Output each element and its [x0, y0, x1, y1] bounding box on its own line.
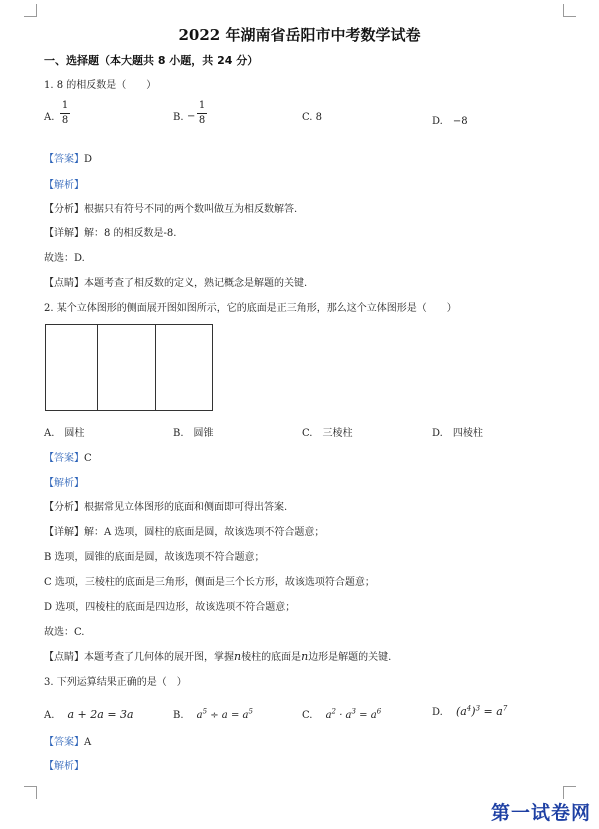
- watermark-logo: 第一试卷网: [490, 802, 591, 824]
- q3-option-d: D. $(a^4)^3 = a^7$: [432, 704, 508, 718]
- q1-option-c: C. 8: [302, 112, 323, 123]
- crop-mark-top-right: [563, 4, 576, 17]
- q3-option-d-expr: $(a^4)^3 = a^7$: [455, 704, 508, 718]
- q1-stem: 1. 8 的相反数是（ ）: [44, 80, 157, 91]
- q2-answer: 【答案】C: [44, 453, 92, 464]
- q3-option-a: A. a + 2a = 3a: [44, 708, 134, 721]
- crop-mark-bottom-left: [24, 786, 37, 799]
- q2-line-b: B 选项，圆锥的底面是圆，故该选项不符合题意；: [44, 552, 265, 563]
- q1-option-a-fraction: 1 8: [61, 100, 69, 126]
- q1-conclusion: 故选：D.: [44, 253, 85, 264]
- q1-xiangjie: 【详解】解：8 的相反数是-8.: [44, 228, 177, 239]
- q2-option-a: A. 圆柱: [44, 428, 85, 439]
- q1-dianjing: 【点睛】本题考查了相反数的定义，熟记概念是解题的关键.: [44, 278, 308, 289]
- q2-conclusion: 故选：C.: [44, 627, 85, 638]
- q2-net-divider-1: [97, 325, 98, 410]
- q3-stem: 3. 下列运算结果正确的是（ ）: [44, 677, 187, 688]
- q2-dianjing: 【点睛】本题考查了几何体的展开图，掌握n棱柱的底面是n边形是解题的关键.: [44, 650, 392, 663]
- q2-option-b: B. 圆锥: [173, 428, 214, 439]
- q3-option-b-expr: $a^5 \div a = a^5$: [196, 707, 253, 721]
- q1-option-d: D. −8: [432, 116, 468, 127]
- section-heading: 一、选择题（本大题共 8 小题，共 24 分）: [44, 54, 259, 67]
- q2-stem: 2. 某个立体图形的侧面展开图如图所示，它的底面是正三角形，那么这个立体图形是（ ）: [44, 303, 457, 314]
- q3-answer: 【答案】A: [44, 737, 92, 748]
- q2-line-c: C 选项，三棱柱的底面是三角形，侧面是三个长方形，故该选项符合题意；: [44, 577, 375, 588]
- q2-fenxi: 【分析】根据常见立体图形的底面和侧面即可得出答案.: [44, 502, 288, 513]
- page-title: 2022 年湖南省岳阳市中考数学试卷: [178, 26, 421, 44]
- q2-line-d: D 选项，四棱柱的底面是四边形，故该选项不符合题意；: [44, 602, 296, 613]
- q2-net-divider-2: [155, 325, 156, 410]
- q3-option-c: C. $a^2 \cdot a^3 = a^6$: [302, 707, 382, 721]
- q2-option-d: D. 四棱柱: [432, 428, 483, 439]
- q3-option-c-expr: $a^2 \cdot a^3 = a^6$: [325, 707, 382, 721]
- q2-option-c: C. 三棱柱: [302, 428, 353, 439]
- q1-answer: 【答案】D: [44, 154, 93, 165]
- q2-net-figure: [45, 324, 213, 411]
- q3-option-b: B. $a^5 \div a = a^5$: [173, 707, 253, 721]
- q1-fenxi: 【分析】根据只有符号不同的两个数叫做互为相反数解答.: [44, 204, 298, 215]
- crop-mark-top-left: [24, 4, 37, 17]
- q1-option-b-fraction: 1 8: [198, 100, 206, 126]
- q1-analysis-tag: 【解析】: [44, 180, 84, 191]
- q2-analysis-tag: 【解析】: [44, 478, 84, 489]
- q3-analysis-tag: 【解析】: [44, 761, 84, 772]
- q2-xiangjie: 【详解】解：A 选项，圆柱的底面是圆，故该选项不符合题意；: [44, 527, 325, 538]
